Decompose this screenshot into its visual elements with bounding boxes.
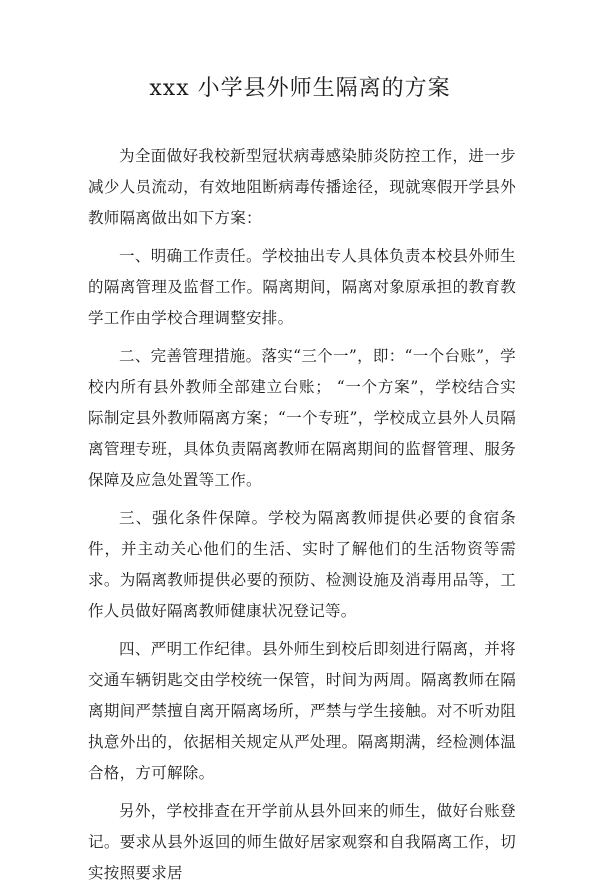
section-management-paragraph: 二、完善管理措施。落实“三个一”，即：“一个台账”，学校内所有县外教师全部建立台账； “一个方案”，学校结合实际制定县外教师隔离方案；“一个专班”，学校成立县外人员隔离管理专班，具体负责隔离教师在隔离期间的监督管理、服务保障及应急处置等工作。 — [88, 347, 516, 489]
document-body — [88, 141, 516, 896]
closing-paragraph: 另外，学校排查在开学前从县外回来的师生，做好台账登记。要求从县外返回的师生做好居家观察和自我隔离工作，切实按照要求居 — [88, 802, 516, 882]
section-responsibility-paragraph: 一、明确工作责任。学校抽出专人具体负责本校县外师生的隔离管理及监督工作。隔离期间，隔离对象原承担的教育教学工作由学校合理调整安排。 — [88, 247, 516, 327]
document-title: xxx 小学县外师生隔离的方案 — [149, 76, 451, 101]
intro-paragraph: 为全面做好我校新型冠状病毒感染肺炎防控工作，进一步减少人员流动，有效地阻断病毒传播途径，现就寒假开学县外教师隔离做出如下方案： — [88, 147, 516, 227]
section-discipline-paragraph: 四、严明工作纪律。县外师生到校后即刻进行隔离，并将交通车辆钥匙交由学校统一保管，时间为两周。隔离教师在隔离期间严禁擅自离开隔离场所，严禁与学生接触。对不听劝阻执意外出的，依据相关规定从严处理。隔离期满，经检测体温合格，方可解除。 — [88, 640, 516, 782]
section-support-paragraph: 三、强化条件保障。学校为隔离教师提供必要的食宿条件，并主动关心他们的生活、实时了解他们的生活物资等需求。为隔离教师提供必要的预防、检测设施及消毒用品等，工作人员做好隔离教师健康状况登记等。 — [88, 509, 516, 620]
